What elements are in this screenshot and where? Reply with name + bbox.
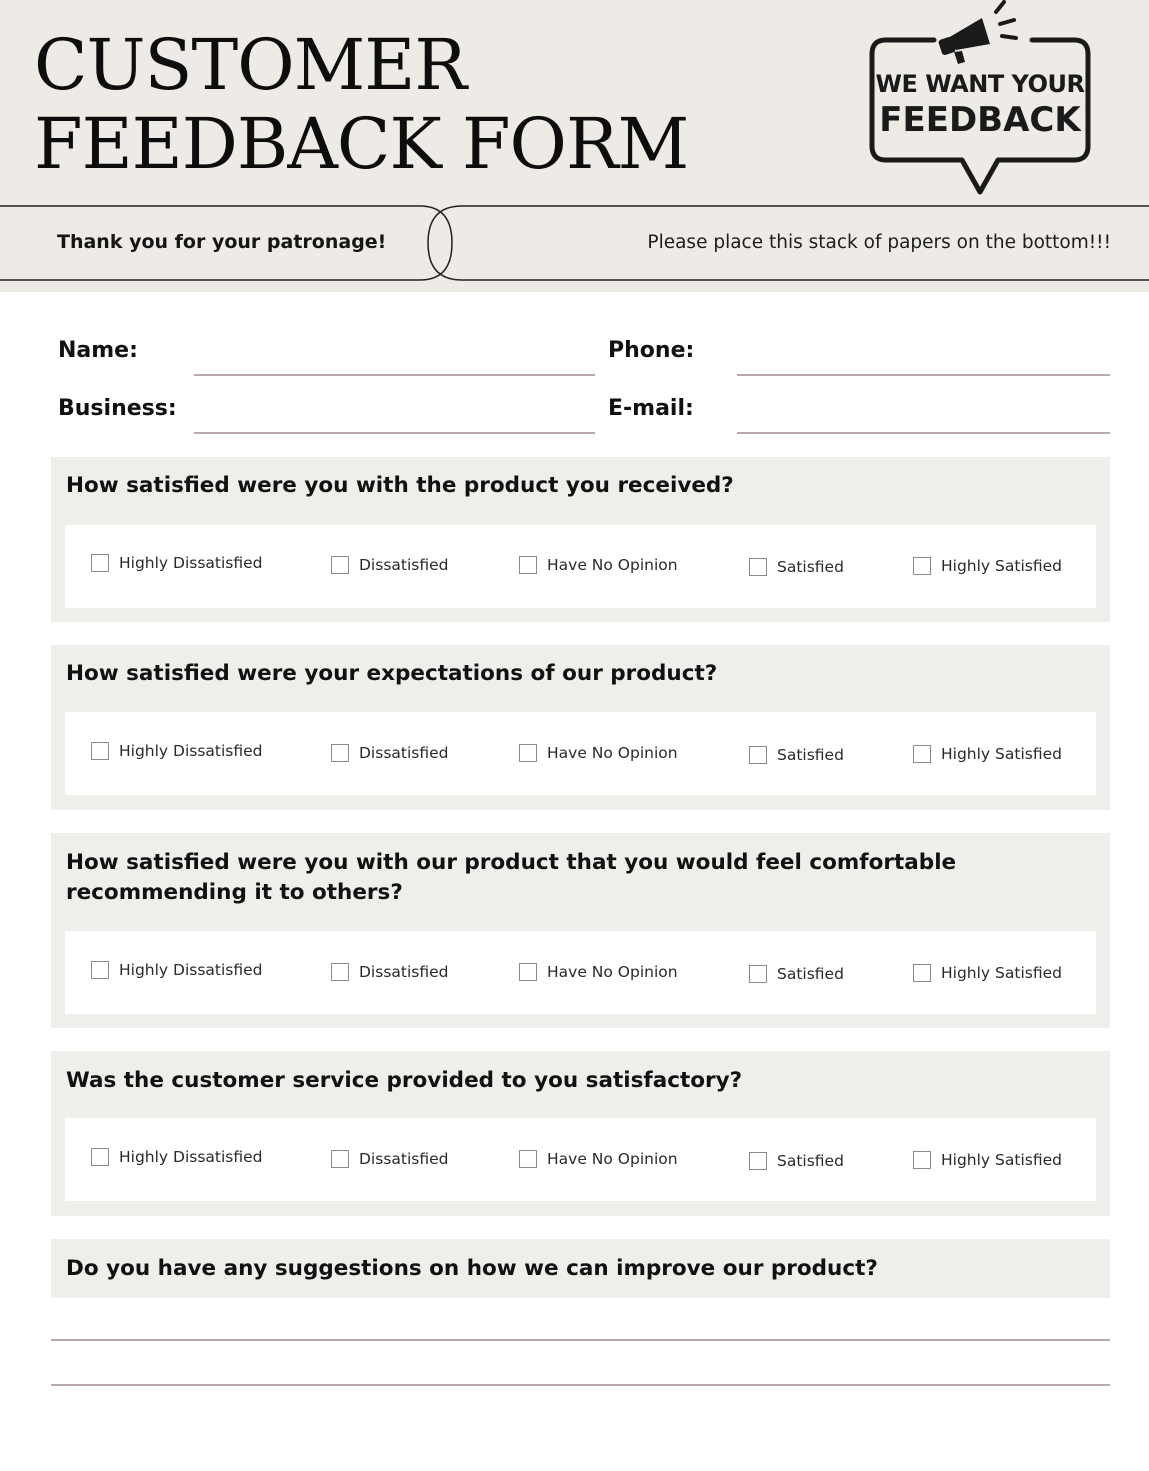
checkbox[interactable] — [913, 1151, 931, 1169]
option-no-opinion[interactable] — [519, 556, 678, 574]
question-section-4 — [51, 1051, 1110, 1216]
option-satisfied[interactable] — [749, 965, 844, 983]
rating-options — [65, 931, 1096, 1014]
option-label: Satisfied — [777, 1152, 844, 1170]
checkbox[interactable] — [519, 1150, 537, 1168]
question-text: How satisfied were you with our product that you would feel comfortable recommending it to others? — [66, 850, 957, 905]
checkbox[interactable] — [749, 558, 767, 576]
option-satisfied[interactable] — [749, 558, 844, 576]
option-highly-dissatisfied[interactable] — [91, 742, 263, 760]
option-label: Satisfied — [777, 746, 844, 764]
option-label: Highly Dissatisfied — [119, 961, 263, 979]
question-section-1 — [51, 457, 1110, 622]
megaphone-icon — [938, 2, 1016, 64]
option-no-opinion[interactable] — [519, 963, 678, 981]
option-highly-satisfied[interactable] — [913, 1151, 1062, 1169]
badge-line-1: WE WANT YOUR — [875, 70, 1085, 98]
option-label: Have No Opinion — [547, 1150, 678, 1168]
checkbox[interactable] — [91, 742, 109, 760]
checkbox[interactable] — [91, 554, 109, 572]
email-field[interactable] — [737, 432, 1110, 434]
option-label: Highly Dissatisfied — [119, 742, 263, 760]
business-field[interactable] — [194, 432, 595, 434]
option-satisfied[interactable] — [749, 746, 844, 764]
email-label: E-mail: — [608, 396, 694, 421]
checkbox[interactable] — [749, 1152, 767, 1170]
instruction-note: Please place this stack of papers on the bottom!!! — [647, 232, 1111, 253]
option-label: Satisfied — [777, 558, 844, 576]
option-label: Highly Dissatisfied — [119, 1148, 263, 1166]
option-highly-dissatisfied[interactable] — [91, 554, 263, 572]
option-label: Dissatisfied — [359, 556, 449, 574]
title-line-2: FEEDBACK FORM — [34, 103, 689, 185]
option-label: Highly Satisfied — [941, 557, 1062, 575]
checkbox[interactable] — [519, 963, 537, 981]
option-label: Dissatisfied — [359, 963, 449, 981]
suggestion-text: Do you have any suggestions on how we can improve our product? — [66, 1256, 878, 1281]
phone-field[interactable] — [737, 374, 1110, 376]
checkbox[interactable] — [749, 965, 767, 983]
option-label: Dissatisfied — [359, 1150, 449, 1168]
option-label: Have No Opinion — [547, 963, 678, 981]
option-dissatisfied[interactable] — [331, 556, 449, 574]
checkbox[interactable] — [331, 744, 349, 762]
question-text: How satisfied were your expectations of our product? — [66, 661, 718, 686]
option-label: Highly Satisfied — [941, 964, 1062, 982]
question-section-2 — [51, 645, 1110, 810]
rating-options — [65, 712, 1096, 795]
option-highly-dissatisfied[interactable] — [91, 1148, 263, 1166]
rating-options — [65, 525, 1096, 608]
form-title — [34, 26, 688, 184]
option-label: Highly Dissatisfied — [119, 554, 263, 572]
badge-line-2: FEEDBACK — [879, 100, 1081, 140]
option-highly-satisfied[interactable] — [913, 745, 1062, 763]
option-highly-dissatisfied[interactable] — [91, 961, 263, 979]
option-dissatisfied[interactable] — [331, 744, 449, 762]
suggestion-answer-line-1[interactable] — [51, 1339, 1110, 1341]
option-label: Satisfied — [777, 965, 844, 983]
option-satisfied[interactable] — [749, 1152, 844, 1170]
question-text: How satisfied were you with the product you received? — [66, 473, 734, 498]
phone-label: Phone: — [608, 338, 695, 363]
option-label: Have No Opinion — [547, 556, 678, 574]
checkbox[interactable] — [91, 961, 109, 979]
checkbox[interactable] — [913, 964, 931, 982]
business-label: Business: — [58, 396, 177, 421]
suggestion-answer-line-2[interactable] — [51, 1384, 1110, 1386]
suggestion-section — [51, 1239, 1110, 1298]
checkbox[interactable] — [331, 963, 349, 981]
option-dissatisfied[interactable] — [331, 1150, 449, 1168]
checkbox[interactable] — [749, 746, 767, 764]
checkbox[interactable] — [519, 556, 537, 574]
checkbox[interactable] — [331, 556, 349, 574]
option-label: Highly Satisfied — [941, 1151, 1062, 1169]
question-section-3 — [51, 833, 1110, 1028]
rating-options — [65, 1118, 1096, 1201]
option-highly-satisfied[interactable] — [913, 964, 1062, 982]
title-line-1: CUSTOMER — [34, 24, 467, 106]
checkbox[interactable] — [519, 744, 537, 762]
option-label: Have No Opinion — [547, 744, 678, 762]
feedback-badge — [864, 0, 1096, 200]
question-text: Was the customer service provided to you satisfactory? — [66, 1068, 743, 1093]
checkbox[interactable] — [913, 557, 931, 575]
option-highly-satisfied[interactable] — [913, 557, 1062, 575]
checkbox[interactable] — [91, 1148, 109, 1166]
checkbox[interactable] — [331, 1150, 349, 1168]
option-label: Highly Satisfied — [941, 745, 1062, 763]
option-no-opinion[interactable] — [519, 744, 678, 762]
checkbox[interactable] — [913, 745, 931, 763]
name-label: Name: — [58, 338, 138, 363]
thanks-text: Thank you for your patronage! — [57, 231, 387, 253]
option-no-opinion[interactable] — [519, 1150, 678, 1168]
option-dissatisfied[interactable] — [331, 963, 449, 981]
name-field[interactable] — [194, 374, 595, 376]
option-label: Dissatisfied — [359, 744, 449, 762]
